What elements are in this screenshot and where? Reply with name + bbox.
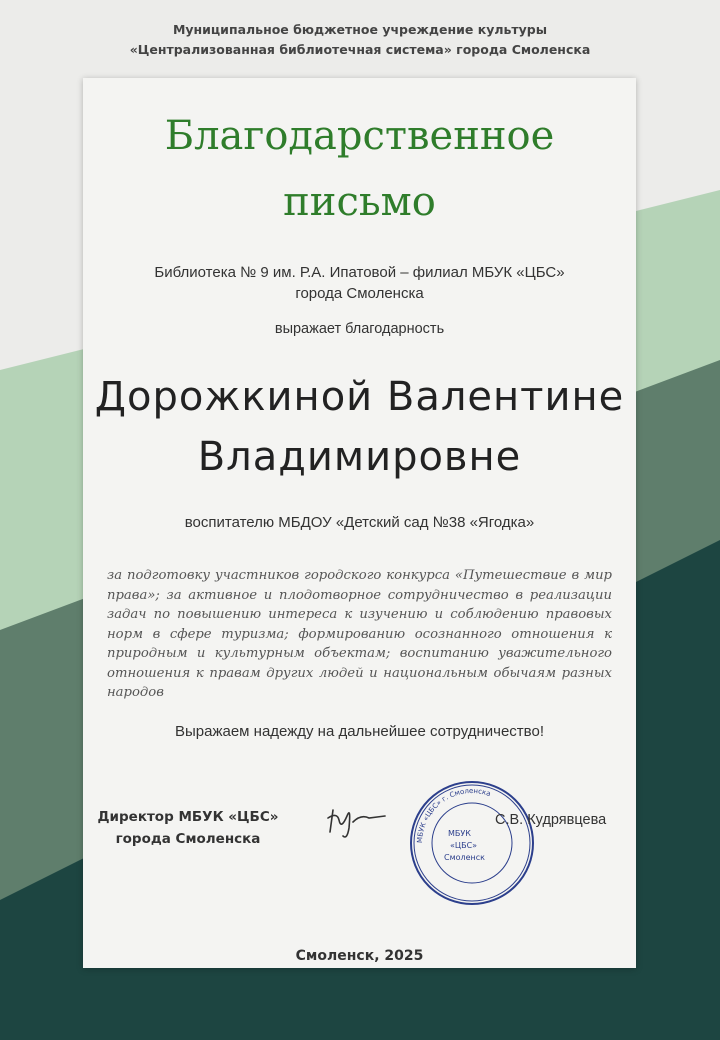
letter-title-line-1: Благодарственное [164,113,555,159]
director-line-2: города Смоленска [115,831,261,847]
recipient-name-line-1: Дорожкиной Валентине [94,374,625,420]
svg-text:МБУК: МБУК [448,829,471,838]
director-line-1: Директор МБУК «ЦБС» [97,809,279,825]
library-name [103,262,616,304]
svg-text:Смоленск: Смоленск [444,853,486,862]
header-line-1: Муниципальное бюджетное учреждение культуры [172,22,548,37]
recipient-name-line-2: Владимировне [197,434,522,480]
place-and-year: Смоленск, 2025 [295,948,424,964]
letter-body: за подготовку участников городского конкурса «Путешествие в мир права»; за активное и плодотворное сотрудничество в реализации задач по повышению интереса к изучению и соблюдению правовых норм в сфере туризма; формированию осознанного отношения к природным и культурным объектам; воспитанию уважительного отношения к правам других людей и национальным обычаям разных народов [107,568,612,700]
letter-sheet [83,78,636,968]
signer-name: С.В. Кудрявцева [495,812,607,828]
cooperation-wish: Выражаем надежду на дальнейшее сотрудничество! [174,723,544,740]
organization-header [0,20,720,60]
director-title [93,806,283,850]
expresses-gratitude: выражает благодарность [274,321,445,337]
header-line-2: «Централизованная библиотечная система» города Смоленска [129,42,591,57]
library-line-1: Библиотека № 9 им. Р.А. Ипатовой – филиал МБУК «ЦБС» [154,264,565,281]
svg-text:«ЦБС»: «ЦБС» [450,841,478,850]
letter-title-line-2: письмо [283,179,436,225]
stamp-ring-text: МБУК «ЦБС» г. Смоленска [415,786,492,844]
recipient-position: воспитателю МБДОУ «Детский сад №38 «Ягодка» [184,514,535,531]
handwritten-signature [325,796,397,842]
library-line-2: города Смоленска [295,285,424,302]
official-stamp [408,778,536,908]
